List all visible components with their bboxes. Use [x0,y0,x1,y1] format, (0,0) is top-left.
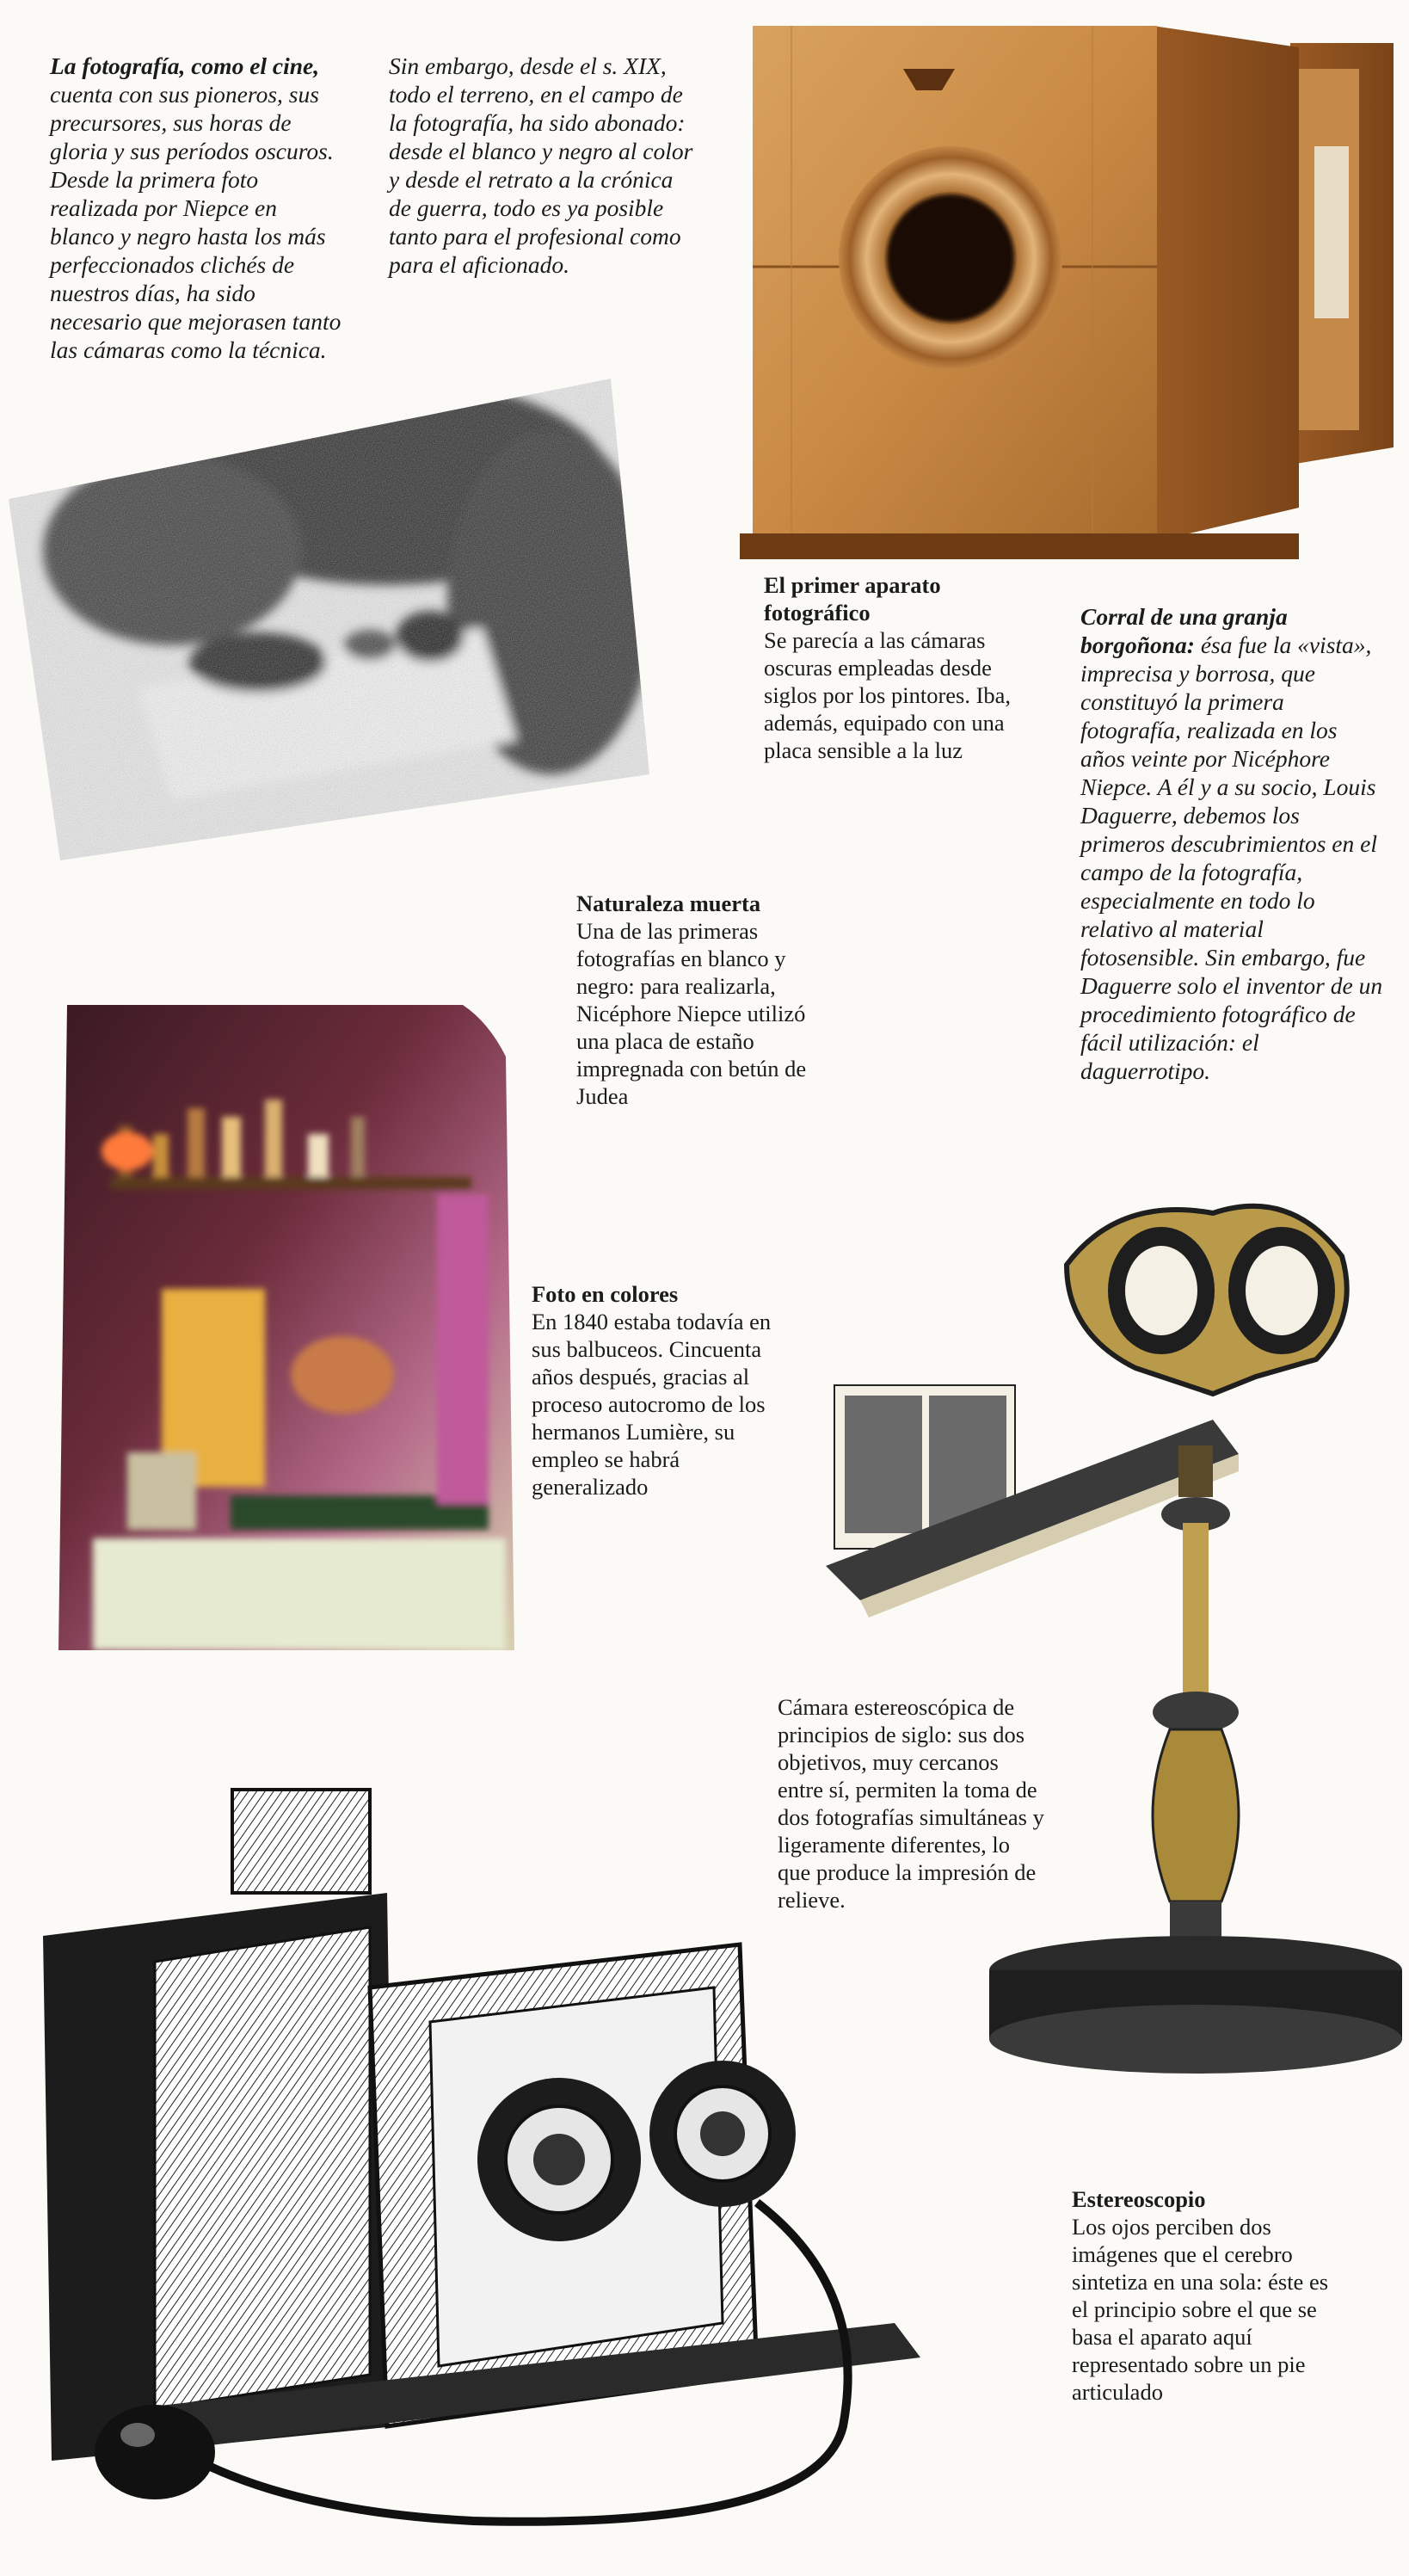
intro-col2-text: Sin embargo, desde el s. XIX, todo el terreno, en el campo de la fotografía, ha sido abonado: desde el blanco y negro al color y desde el retrato a la crónica de guerra, todo es ya posible tanto para el profesional como para el aficionado. [389,52,693,278]
caption-farmyard-lead: Corral de una granja borgoñona: [1080,603,1288,658]
caption-farmyard-text: ésa fue la «vista», imprecisa y borrosa, que constituyó la primera fotografía, realizada en los años veinte por Nicéphore Niepce. A él y a su socio, Louis Daguerre, debemos los primeros descubrimientos en el campo de la fotografía, especialmente en todo lo relativo al material fotosensible. Sin embargo, fue Daguerre solo el inventor de un procedimiento fotográfico de fácil utilización: el daguerrotipo. [1080,632,1383,1084]
caption-still-life [576,890,834,1110]
caption-stereoscope-title: Estereoscopio [1072,2186,1206,2212]
intro-lead: La fotografía, como el cine, [50,52,320,79]
caption-stereo-camera-text: Cámara estereoscópica de principios de siglo: sus dos objetivos, muy cercanos entre sí, permiten la toma de dos fotografías simultáneas y ligeramente diferentes, lo que produce la impresión de relieve. [778,1694,1044,1913]
color-photo [58,1005,523,1650]
caption-first-camera-title: El primer aparato fotográfico [764,572,941,626]
caption-still-life-text: Una de las primeras fotografías en blanco y negro: para realizarla, Nicéphore Niepce utilizó una placa de estaño impregnada con betún de Judea [576,918,807,1109]
caption-first-camera [764,571,1022,764]
stereo-camera-illustration [26,1772,946,2564]
caption-stereoscope-text: Los ojos perciben dos imágenes que el cerebro sintetiza en una sola: éste es el principio sobre el que se basa el aparato aquí representado sobre un pie articulado [1072,2214,1329,2405]
first-camera-photo [740,17,1409,559]
caption-first-camera-text: Se parecía a las cámaras oscuras empleadas desde siglos por los pintores. Iba, además, equipado con una placa sensible a la luz [764,627,1012,763]
caption-farmyard [1080,602,1383,1085]
caption-color-photo [532,1280,790,1501]
caption-color-photo-text: En 1840 estaba todavía en sus balbuceos. Cincuenta años después, gracias al proceso autocromo de los hermanos Lumière, su empleo se habrá generalizado [532,1309,772,1500]
intro-column-1 [50,52,347,364]
caption-stereoscope [1072,2185,1347,2406]
caption-color-photo-title: Foto en colores [532,1281,679,1307]
caption-still-life-title: Naturaleza muerta [576,891,761,916]
still-life-photo [0,379,654,869]
intro-col1-text: cuenta con sus pioneros, sus precursores, sus horas de gloria y sus períodos oscuros. Desde la primera foto realizada por Niepce en blanco y negro hasta los más perfeccionados clichés de nuestros días, ha sido necesario que mejorasen tanto las cámaras como la técnica. [50,81,341,363]
intro-column-2 [389,52,698,279]
